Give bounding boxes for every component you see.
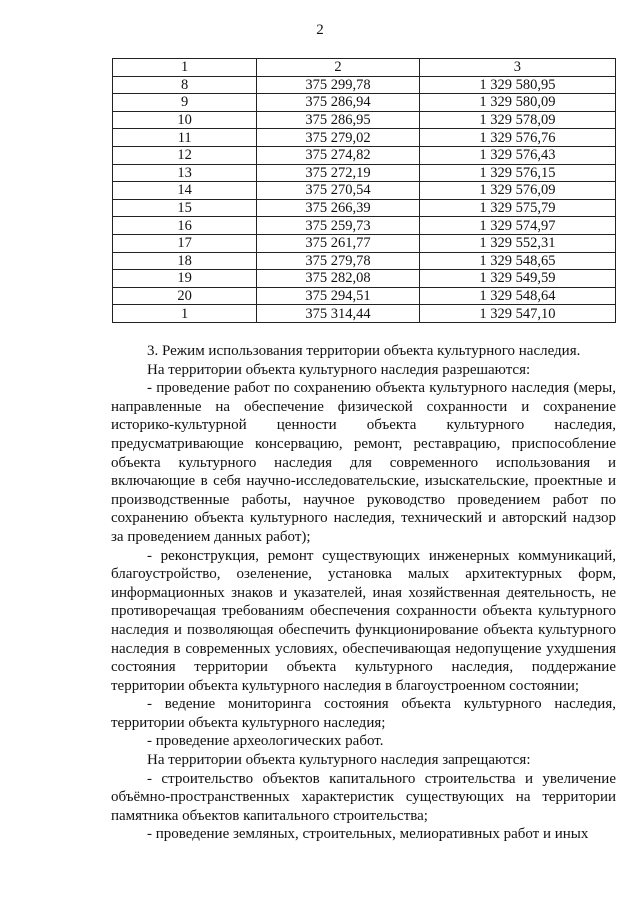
prohibited-item: - строительство объектов капитального строительства и увеличение объёмно-пространственных характеристик существующих на территории памятника объектов капитального строительства; xyxy=(111,770,616,824)
table-header-cell: 1 xyxy=(113,59,257,77)
table-cell: 375 282,08 xyxy=(257,270,419,288)
table-row xyxy=(113,217,616,235)
table-cell: 19 xyxy=(113,270,257,288)
table-cell: 16 xyxy=(113,217,257,235)
table-cell: 375 299,78 xyxy=(257,76,419,94)
table-cell: 1 329 580,95 xyxy=(419,76,615,94)
table-row xyxy=(113,287,616,305)
table-row xyxy=(113,182,616,200)
table-cell: 1 329 580,09 xyxy=(419,94,615,112)
table-cell: 20 xyxy=(113,287,257,305)
document-body xyxy=(111,342,616,844)
table-cell: 375 266,39 xyxy=(257,199,419,217)
allowed-item: - проведение археологических работ. xyxy=(147,733,384,750)
table-cell: 375 286,95 xyxy=(257,111,419,129)
table-cell: 1 329 576,76 xyxy=(419,129,615,147)
table-row xyxy=(113,252,616,270)
table-cell: 15 xyxy=(113,199,257,217)
table-cell: 375 279,02 xyxy=(257,129,419,147)
table-cell: 12 xyxy=(113,146,257,164)
coordinates-table xyxy=(112,58,616,323)
table-cell: 17 xyxy=(113,234,257,252)
table-row xyxy=(113,76,616,94)
table-cell: 375 274,82 xyxy=(257,146,419,164)
table-row xyxy=(113,270,616,288)
table-cell: 1 329 575,79 xyxy=(419,199,615,217)
table-header-row xyxy=(113,59,616,77)
table-cell: 375 294,51 xyxy=(257,287,419,305)
table-header-cell: 3 xyxy=(419,59,615,77)
prohibited-intro: На территории объекта культурного наследия запрещаются: xyxy=(147,752,531,769)
table-cell: 375 286,94 xyxy=(257,94,419,112)
table-cell: 1 329 547,10 xyxy=(419,305,615,323)
table-cell: 375 314,44 xyxy=(257,305,419,323)
table-cell: 1 329 576,43 xyxy=(419,146,615,164)
section-heading: 3. Режим использования территории объекта культурного наследия. xyxy=(147,343,581,359)
table-row xyxy=(113,234,616,252)
table-row xyxy=(113,129,616,147)
table-row xyxy=(113,199,616,217)
table-cell: 1 329 548,64 xyxy=(419,287,615,305)
table-cell: 1 329 578,09 xyxy=(419,111,615,129)
table-row xyxy=(113,146,616,164)
table-cell: 1 329 552,31 xyxy=(419,234,615,252)
table-cell: 1 329 576,15 xyxy=(419,164,615,182)
table-cell: 9 xyxy=(113,94,257,112)
table-cell: 375 261,77 xyxy=(257,234,419,252)
table-cell: 1 329 576,09 xyxy=(419,182,615,200)
table-cell: 375 272,19 xyxy=(257,164,419,182)
table-body xyxy=(113,76,616,322)
page-number: 2 xyxy=(316,22,324,38)
allowed-item: - проведение работ по сохранению объекта культурного наследия (меры, направленные на обеспечение физической сохранности и сохранение историко-культурной ценности объекта культурного наследия, предусматривающие консервацию, ремонт, реставрацию, приспособление объекта культурного наследия для современного использования и включающие в себя научно-исследовательские, изыскательские, проектные и производственные работы, научное руководство проведением работ по сохранению объекта культурного наследия, технический и авторский надзор за проведением данных работ); xyxy=(111,380,616,545)
table-cell: 1 329 574,97 xyxy=(419,217,615,235)
allowed-item: - ведение мониторинга состояния объекта культурного наследия, территории объекта культурного наследия; xyxy=(111,696,616,731)
table-cell: 8 xyxy=(113,76,257,94)
table-row xyxy=(113,164,616,182)
table-cell: 13 xyxy=(113,164,257,182)
table-row xyxy=(113,111,616,129)
table-cell: 375 270,54 xyxy=(257,182,419,200)
table-cell: 1 329 548,65 xyxy=(419,252,615,270)
table-row xyxy=(113,94,616,112)
table-cell: 18 xyxy=(113,252,257,270)
table-cell: 375 259,73 xyxy=(257,217,419,235)
table-cell: 11 xyxy=(113,129,257,147)
table-cell: 10 xyxy=(113,111,257,129)
prohibited-item: - проведение земляных, строительных, мелиоративных работ и иных xyxy=(147,826,589,843)
table-cell: 14 xyxy=(113,182,257,200)
table-header-cell: 2 xyxy=(257,59,419,77)
allowed-intro: На территории объекта культурного наследия разрешаются: xyxy=(147,361,531,378)
table-cell: 375 279,78 xyxy=(257,252,419,270)
table-row xyxy=(113,305,616,323)
allowed-item: - реконструкция, ремонт существующих инженерных коммуникаций, благоустройство, озеленение, установка малых архитектурных форм, информационных знаков и указателей, иная хозяйственная деятельность, не противоречащая требованиям обеспечения сохранности объекта культурного наследия и позволяющая обеспечить функционирование объекта культурного наследия в современных условиях, обеспечивающая недопущение ухудшения состояния территории объекта культурного наследия, поддержание территории объекта культурного наследия в благоустроенном состоянии; xyxy=(111,547,616,694)
table-cell: 1 xyxy=(113,305,257,323)
table-cell: 1 329 549,59 xyxy=(419,270,615,288)
